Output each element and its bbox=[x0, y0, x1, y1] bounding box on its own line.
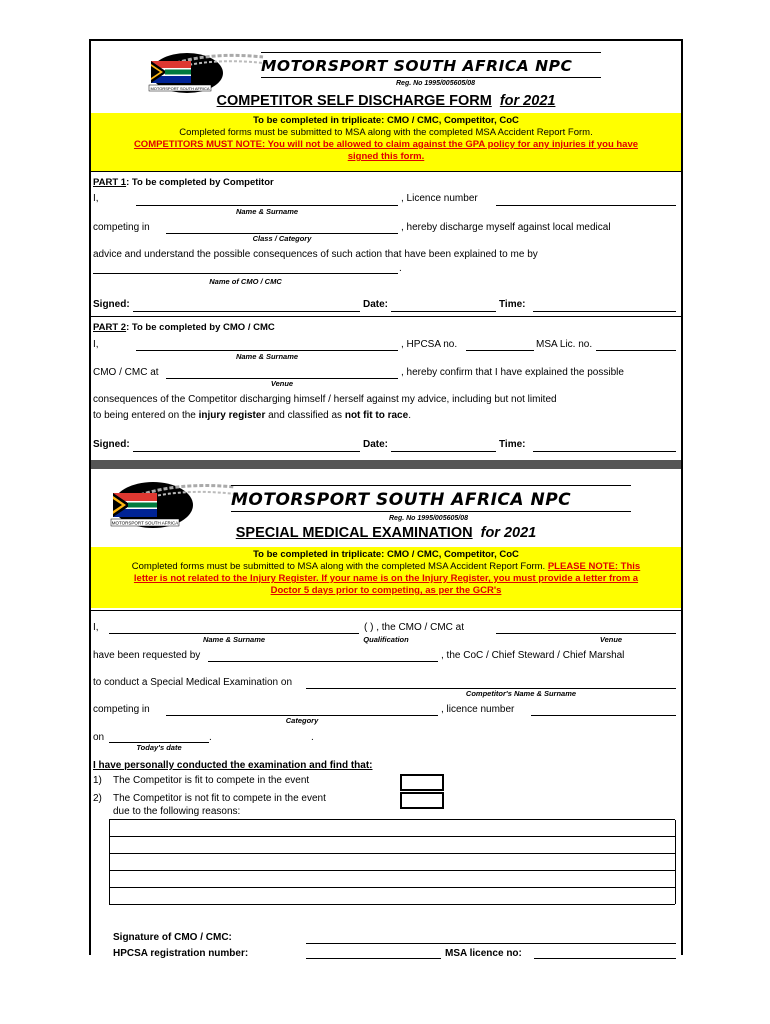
part2-label: PART 2 bbox=[93, 322, 127, 333]
fit-checkbox[interactable] bbox=[400, 774, 444, 791]
signature-field-2[interactable] bbox=[133, 451, 360, 452]
header-rule bbox=[261, 52, 601, 53]
part1-i: I, bbox=[93, 193, 99, 204]
date-field-2[interactable] bbox=[391, 451, 496, 452]
signature-field[interactable] bbox=[133, 311, 360, 312]
logo-caption-2: MOTORSPORT SOUTH AFRICA bbox=[111, 520, 179, 526]
reason-line[interactable] bbox=[109, 887, 675, 888]
part1-label: PART 1 bbox=[93, 177, 127, 188]
band2-line-2 bbox=[91, 561, 681, 573]
cmo-name-caption: Name of CMO / CMC bbox=[209, 277, 282, 286]
advice-text: advice and understand the possible consequences of such action that have been explained to me by bbox=[93, 249, 538, 260]
examiner-name-field[interactable] bbox=[109, 633, 359, 634]
divider bbox=[91, 316, 681, 317]
cmo-at-label: CMO / CMC at bbox=[93, 367, 159, 378]
consequences-text: consequences of the Competitor discharging himself / herself against my advice, including but not limited bbox=[93, 394, 557, 405]
hpcsa-reg-field[interactable] bbox=[306, 958, 441, 959]
form-title-year-2: for 2021 bbox=[480, 525, 537, 541]
band2-line-4: Doctor 5 days prior to competing, as per the GCR's bbox=[270, 585, 502, 596]
header-rule bbox=[231, 485, 631, 486]
dot-2: . bbox=[311, 732, 314, 743]
band-line-4: signed this form. bbox=[347, 151, 425, 162]
time-label-2: Time: bbox=[499, 439, 526, 450]
licence-number-field[interactable] bbox=[496, 205, 676, 206]
date-label: Date: bbox=[363, 299, 389, 310]
requested-by-label: have been requested by bbox=[93, 650, 201, 661]
category-caption: Category bbox=[285, 716, 319, 725]
option-1-text: The Competitor is fit to compete in the event bbox=[113, 775, 310, 786]
time-field-2[interactable] bbox=[533, 451, 676, 452]
grid-edge bbox=[675, 820, 676, 904]
reason-line[interactable] bbox=[109, 836, 675, 837]
band-line-1: To be completed in triplicate: CMO / CMC, Competitor, CoC bbox=[253, 115, 519, 126]
name-surname-caption-3: Name & Surname bbox=[202, 635, 266, 644]
hpcsa-field[interactable] bbox=[466, 350, 534, 351]
injury-mid: and classified as bbox=[265, 410, 345, 421]
section-separator bbox=[91, 460, 681, 469]
venue-caption-3: Venue bbox=[599, 635, 623, 644]
licence-number-label: , Licence number bbox=[401, 193, 478, 204]
hpcsa-label: , HPCSA no. bbox=[401, 339, 458, 350]
header-rule bbox=[261, 77, 601, 78]
discharge-text: , hereby discharge myself against local medical bbox=[401, 222, 611, 233]
not-fit: not fit to race bbox=[344, 410, 409, 421]
form-frame bbox=[89, 39, 683, 959]
msa-licence-label: MSA licence no: bbox=[445, 948, 522, 959]
logo-caption: MOTORSPORT SOUTH AFRICA bbox=[150, 86, 210, 91]
org-name: MOTORSPORT SOUTH AFRICA NPC bbox=[261, 57, 573, 75]
instructions-band-2 bbox=[91, 547, 681, 608]
grid-edge bbox=[109, 820, 110, 904]
todays-date-caption: Today's date bbox=[136, 743, 182, 752]
licence-number-field-3[interactable] bbox=[531, 715, 676, 716]
name-surname-caption: Name & Surname bbox=[235, 352, 299, 361]
option-2-subtext: due to the following reasons: bbox=[113, 806, 241, 817]
cmo-name-field-2[interactable] bbox=[136, 350, 398, 351]
reg-number-2: Reg. No 1995/005605/08 bbox=[389, 515, 468, 522]
hpcsa-reg-label: HPCSA registration number: bbox=[113, 948, 249, 959]
option-1-number: 1) bbox=[93, 775, 102, 786]
form-title-text-2: SPECIAL MEDICAL EXAMINATION bbox=[235, 525, 473, 541]
dot-1: . bbox=[209, 732, 212, 743]
qualification-paren: ( ) , the CMO / CMC at bbox=[364, 622, 465, 633]
competitor-name-field[interactable] bbox=[136, 205, 398, 206]
part2-heading bbox=[93, 322, 275, 333]
signed-label: Signed: bbox=[93, 299, 130, 310]
part2-heading-rest: : To be completed by CMO / CMC bbox=[126, 322, 275, 333]
exam-heading: I have personally conducted the examination and find that: bbox=[93, 760, 373, 771]
date-field[interactable] bbox=[391, 311, 496, 312]
reason-line[interactable] bbox=[109, 870, 675, 871]
msa-logo-2 bbox=[107, 475, 237, 529]
competing-in-label-3: competing in bbox=[93, 704, 150, 715]
cmo-name-field[interactable] bbox=[93, 273, 398, 274]
form-title-2 bbox=[91, 525, 681, 541]
divider bbox=[91, 610, 681, 611]
reasons-grid[interactable] bbox=[109, 819, 675, 924]
on-label: on bbox=[93, 732, 105, 743]
band2-line-1: To be completed in triplicate: CMO / CMC, Competitor, CoC bbox=[253, 549, 519, 560]
venue-field-3[interactable] bbox=[496, 633, 676, 634]
reason-line[interactable] bbox=[109, 904, 675, 905]
name-surname-caption: Name & Surname bbox=[235, 207, 299, 216]
band2-line-3: letter is not related to the Injury Register. If your name is on the Injury Register, you must provide a letter from a bbox=[133, 573, 639, 584]
competing-in-label: competing in bbox=[93, 222, 150, 233]
form-title-year: for 2021 bbox=[499, 93, 556, 109]
competitor-name-caption: Competitor's Name & Surname bbox=[465, 689, 577, 698]
instructions-band bbox=[91, 113, 681, 171]
band2-line-2-plain: Completed forms must be submitted to MSA along with the completed MSA Accident Report Form. bbox=[131, 561, 548, 572]
period: . bbox=[399, 263, 402, 274]
form-title-text: COMPETITOR SELF DISCHARGE FORM bbox=[216, 93, 492, 109]
coc-text: , the CoC / Chief Steward / Chief Marshal bbox=[441, 650, 625, 661]
option-2-text: The Competitor is not fit to compete in the event bbox=[113, 793, 326, 804]
divider bbox=[91, 171, 681, 172]
band2-line-2-red: PLEASE NOTE: This bbox=[547, 561, 641, 572]
reason-line[interactable] bbox=[109, 853, 675, 854]
not-fit-checkbox[interactable] bbox=[400, 792, 444, 809]
signed-label-2: Signed: bbox=[93, 439, 130, 450]
msa-lic-field[interactable] bbox=[596, 350, 676, 351]
part1-heading-rest: : To be completed by Competitor bbox=[126, 177, 274, 188]
option-2-number: 2) bbox=[93, 793, 102, 804]
requested-by-field[interactable] bbox=[208, 661, 438, 662]
part2-i: I, bbox=[93, 339, 99, 350]
injury-text bbox=[93, 410, 411, 421]
org-name-2: MOTORSPORT SOUTH AFRICA NPC bbox=[231, 490, 572, 510]
time-label: Time: bbox=[499, 299, 526, 310]
injury-register: injury register bbox=[198, 410, 266, 421]
qualification-caption: Qualification bbox=[363, 635, 409, 644]
confirm-text: , hereby confirm that I have explained the possible bbox=[401, 367, 624, 378]
band-line-3: COMPETITORS MUST NOTE: You will not be allowed to claim against the GPA policy for any injuries if you have bbox=[133, 139, 639, 150]
form-title bbox=[91, 93, 681, 109]
msa-logo bbox=[145, 45, 265, 93]
date-label-2: Date: bbox=[363, 439, 389, 450]
band-line-2: Completed forms must be submitted to MSA along with the completed MSA Accident Report Form. bbox=[179, 127, 593, 138]
injury-end: . bbox=[408, 410, 411, 421]
header-rule bbox=[231, 511, 631, 512]
msa-licence-field[interactable] bbox=[534, 958, 676, 959]
part3-i: I, bbox=[93, 622, 99, 633]
sig-cmo-field[interactable] bbox=[306, 943, 676, 944]
reg-number: Reg. No 1995/005605/08 bbox=[396, 80, 475, 87]
msa-lic-label: MSA Lic. no. bbox=[536, 339, 593, 350]
sig-cmo-label: Signature of CMO / CMC: bbox=[113, 932, 232, 943]
class-category-caption: Class / Category bbox=[252, 234, 312, 243]
venue-caption: Venue bbox=[270, 379, 294, 388]
time-field[interactable] bbox=[533, 311, 676, 312]
licence-number-label-3: , licence number bbox=[441, 704, 515, 715]
part1-heading bbox=[93, 177, 274, 188]
conduct-text: to conduct a Special Medical Examination on bbox=[93, 677, 293, 688]
injury-pre: to being entered on the bbox=[93, 410, 199, 421]
